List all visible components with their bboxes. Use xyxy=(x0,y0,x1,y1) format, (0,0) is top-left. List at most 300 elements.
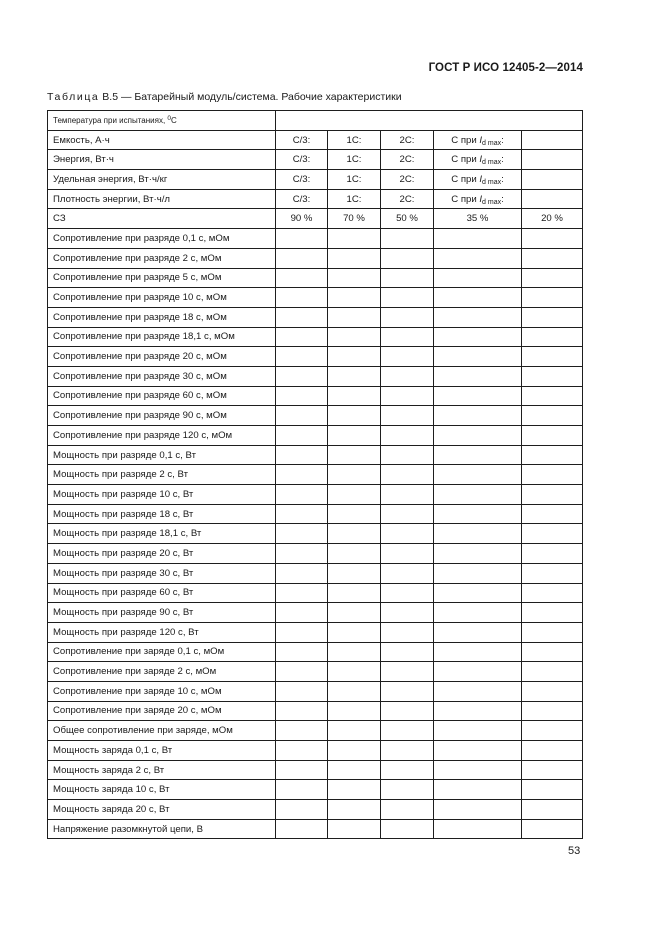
row-label-cell xyxy=(48,603,276,623)
soc-value: 50 % xyxy=(396,213,418,225)
empty-cell xyxy=(276,563,328,583)
empty-cell xyxy=(522,721,583,741)
c3-cell xyxy=(276,170,328,190)
empty-cell xyxy=(381,248,434,268)
empty-cell xyxy=(522,229,583,249)
row-label-cell xyxy=(48,288,276,308)
row-label: Сопротивление при заряде 10 с, мОм xyxy=(53,685,222,697)
empty-cell xyxy=(381,760,434,780)
row-label: Мощность заряда 10 с, Вт xyxy=(53,784,170,796)
c3-label: С/3: xyxy=(292,134,311,146)
page-number: 53 xyxy=(568,845,581,857)
temperature-unit-sup: 0 xyxy=(167,114,172,122)
parameter-row xyxy=(48,780,583,800)
empty-cell xyxy=(522,150,583,170)
row-label-cell xyxy=(48,327,276,347)
cmax-current-symbol: I xyxy=(479,154,483,166)
row-label: Сопротивление при заряде 2 с, мОм xyxy=(53,666,217,678)
empty-cell xyxy=(381,741,434,761)
empty-cell xyxy=(434,445,522,465)
cmax-cell xyxy=(434,170,522,190)
row-label: Сопротивление при разряде 2 с, мОм xyxy=(53,252,222,264)
caption-dash: — xyxy=(120,91,132,103)
row-label-cell xyxy=(48,426,276,446)
row-label: Сопротивление при разряде 120 с, мОм xyxy=(53,429,233,441)
parameter-row xyxy=(48,426,583,446)
empty-cell xyxy=(434,741,522,761)
row-label-cell xyxy=(48,150,276,170)
empty-cell xyxy=(381,386,434,406)
c2-label: 2С: xyxy=(399,193,415,205)
empty-cell xyxy=(328,741,381,761)
cmax-current-symbol: I xyxy=(479,134,483,146)
cmax-cell xyxy=(434,189,522,209)
parameter-row xyxy=(48,248,583,268)
empty-cell xyxy=(381,701,434,721)
row-label: Сопротивление при разряде 30 с, мОм xyxy=(53,370,227,382)
soc-value-cell xyxy=(522,209,583,229)
parameter-row xyxy=(48,406,583,426)
empty-cell xyxy=(381,485,434,505)
parameter-row xyxy=(48,583,583,603)
empty-cell xyxy=(522,583,583,603)
performance-table-body xyxy=(48,111,583,839)
empty-cell xyxy=(276,544,328,564)
c3-label: С/3: xyxy=(292,193,311,205)
empty-cell xyxy=(522,504,583,524)
empty-cell xyxy=(522,780,583,800)
empty-cell xyxy=(328,681,381,701)
row-label-cell xyxy=(48,485,276,505)
empty-cell xyxy=(276,642,328,662)
parameter-row xyxy=(48,465,583,485)
cmax-current-symbol: I xyxy=(479,193,483,205)
empty-cell xyxy=(276,288,328,308)
empty-cell xyxy=(276,701,328,721)
empty-cell xyxy=(276,229,328,249)
empty-cell xyxy=(434,760,522,780)
c1-label: 1С: xyxy=(346,134,362,146)
empty-cell xyxy=(434,701,522,721)
empty-cell xyxy=(434,504,522,524)
row-label: Мощность при разряде 60 с, Вт xyxy=(53,587,194,599)
empty-cell xyxy=(381,681,434,701)
empty-cell xyxy=(522,406,583,426)
empty-cell xyxy=(328,288,381,308)
cmax-suffix: : xyxy=(501,173,504,185)
empty-cell xyxy=(328,800,381,820)
empty-cell xyxy=(434,248,522,268)
row-label-cell xyxy=(48,800,276,820)
empty-cell xyxy=(276,741,328,761)
empty-cell xyxy=(434,681,522,701)
parameter-row xyxy=(48,229,583,249)
empty-cell xyxy=(328,504,381,524)
empty-cell xyxy=(522,248,583,268)
parameter-row xyxy=(48,504,583,524)
row-label-cell xyxy=(48,189,276,209)
parameter-row xyxy=(48,327,583,347)
empty-cell xyxy=(276,622,328,642)
parameter-row xyxy=(48,662,583,682)
empty-cell xyxy=(381,780,434,800)
parameter-row xyxy=(48,760,583,780)
cmax-prefix: С при xyxy=(451,173,480,185)
empty-cell xyxy=(522,544,583,564)
c1-cell xyxy=(328,150,381,170)
empty-cell xyxy=(381,662,434,682)
row-label: Удельная энергия, Вт·ч/кг xyxy=(53,173,168,185)
empty-cell xyxy=(434,386,522,406)
empty-cell xyxy=(328,248,381,268)
parameter-row xyxy=(48,642,583,662)
empty-cell xyxy=(522,465,583,485)
parameter-row xyxy=(48,741,583,761)
empty-cell xyxy=(276,386,328,406)
row-label-cell xyxy=(48,209,276,229)
empty-cell xyxy=(522,622,583,642)
empty-cell xyxy=(381,288,434,308)
rate-row xyxy=(48,130,583,150)
empty-cell xyxy=(328,485,381,505)
empty-cell xyxy=(328,268,381,288)
row-label: Мощность заряда 20 с, Вт xyxy=(53,803,170,815)
empty-cell xyxy=(434,544,522,564)
empty-cell xyxy=(328,307,381,327)
empty-cell xyxy=(276,780,328,800)
c1-label: 1С: xyxy=(346,193,362,205)
parameter-row xyxy=(48,445,583,465)
parameter-row xyxy=(48,819,583,839)
row-label-cell xyxy=(48,780,276,800)
empty-cell xyxy=(381,583,434,603)
empty-cell xyxy=(328,701,381,721)
empty-cell xyxy=(276,327,328,347)
empty-cell xyxy=(381,327,434,347)
soc-row xyxy=(48,209,583,229)
row-label-cell xyxy=(48,386,276,406)
row-label: Мощность при разряде 18 с, Вт xyxy=(53,508,194,520)
row-label: Сопротивление при разряде 90 с, мОм xyxy=(53,410,227,422)
row-label-cell xyxy=(48,268,276,288)
empty-cell xyxy=(328,819,381,839)
c2-cell xyxy=(381,150,434,170)
c1-label: 1С: xyxy=(346,173,362,185)
empty-cell xyxy=(276,721,328,741)
empty-cell xyxy=(522,366,583,386)
parameter-row xyxy=(48,701,583,721)
empty-cell xyxy=(381,426,434,446)
empty-cell xyxy=(276,248,328,268)
soc-value-cell xyxy=(434,209,522,229)
empty-cell xyxy=(328,445,381,465)
row-label: Мощность при разряде 90 с, Вт xyxy=(53,607,194,619)
empty-cell xyxy=(276,760,328,780)
row-label: Мощность заряда 2 с, Вт xyxy=(53,764,165,776)
row-label-cell xyxy=(48,170,276,190)
parameter-row xyxy=(48,288,583,308)
empty-cell xyxy=(381,504,434,524)
empty-cell xyxy=(276,800,328,820)
empty-cell xyxy=(522,347,583,367)
empty-cell xyxy=(434,780,522,800)
parameter-row xyxy=(48,563,583,583)
empty-cell xyxy=(381,268,434,288)
empty-cell xyxy=(522,327,583,347)
c3-label: С/3: xyxy=(292,173,311,185)
row-label-cell xyxy=(48,366,276,386)
c3-label: С/3: xyxy=(292,154,311,166)
empty-cell xyxy=(381,524,434,544)
empty-cell xyxy=(276,406,328,426)
c2-label: 2С: xyxy=(399,154,415,166)
empty-cell xyxy=(276,347,328,367)
cmax-subscript: d max xyxy=(482,139,502,147)
row-label: Сопротивление при разряде 20 с, мОм xyxy=(53,351,227,363)
cmax-current-symbol: I xyxy=(479,173,483,185)
soc-value: 35 % xyxy=(466,213,489,225)
cmax-subscript: d max xyxy=(482,178,502,186)
standard-code: ГОСТ Р ИСО 12405-2—2014 xyxy=(428,62,583,74)
c3-cell xyxy=(276,189,328,209)
row-label-cell xyxy=(48,465,276,485)
empty-cell xyxy=(276,485,328,505)
c2-cell xyxy=(381,170,434,190)
empty-cell xyxy=(434,721,522,741)
c1-cell xyxy=(328,130,381,150)
cmax-cell xyxy=(434,130,522,150)
empty-cell xyxy=(328,721,381,741)
row-label: Мощность при разряде 30 с, Вт xyxy=(53,567,194,579)
empty-cell xyxy=(434,485,522,505)
parameter-row xyxy=(48,386,583,406)
cmax-prefix: С при xyxy=(451,154,480,166)
empty-cell xyxy=(328,563,381,583)
empty-cell xyxy=(381,366,434,386)
row-label-cell xyxy=(48,681,276,701)
row-label-cell xyxy=(48,642,276,662)
row-label-cell xyxy=(48,819,276,839)
c2-label: 2С: xyxy=(399,134,415,146)
parameter-row xyxy=(48,524,583,544)
empty-cell xyxy=(381,603,434,623)
empty-cell xyxy=(434,327,522,347)
empty-cell xyxy=(522,642,583,662)
row-label-cell xyxy=(48,504,276,524)
parameter-row xyxy=(48,366,583,386)
row-label: Плотность энергии, Вт·ч/л xyxy=(53,193,170,205)
empty-cell xyxy=(328,229,381,249)
row-label-cell xyxy=(48,544,276,564)
empty-cell xyxy=(434,563,522,583)
empty-cell xyxy=(522,189,583,209)
empty-cell xyxy=(434,800,522,820)
cmax-prefix: С при xyxy=(451,134,480,146)
empty-cell xyxy=(434,366,522,386)
row-label: Общее сопротивление при заряде, мОм xyxy=(53,725,233,737)
empty-cell xyxy=(522,170,583,190)
row-label-cell xyxy=(48,701,276,721)
row-label: Мощность заряда 0,1 с, Вт xyxy=(53,744,173,756)
empty-cell xyxy=(381,347,434,367)
caption-title: Батарейный модуль/система. Рабочие характеристики xyxy=(134,91,402,103)
empty-cell xyxy=(381,544,434,564)
empty-cell xyxy=(276,583,328,603)
row-label-cell xyxy=(48,347,276,367)
row-label: Мощность при разряде 18,1 с, Вт xyxy=(53,528,202,540)
empty-cell xyxy=(328,406,381,426)
empty-cell xyxy=(522,268,583,288)
row-label: Сопротивление при разряде 18 с, мОм xyxy=(53,311,227,323)
row-label: Сопротивление при разряде 60 с, мОм xyxy=(53,390,227,402)
parameter-row xyxy=(48,544,583,564)
empty-cell xyxy=(522,288,583,308)
row-label-cell xyxy=(48,721,276,741)
empty-cell xyxy=(276,426,328,446)
soc-value: 70 % xyxy=(343,213,365,225)
empty-cell xyxy=(381,721,434,741)
empty-cell xyxy=(276,445,328,465)
row-label-cell xyxy=(48,662,276,682)
empty-cell xyxy=(381,800,434,820)
empty-cell xyxy=(522,760,583,780)
empty-cell xyxy=(276,662,328,682)
c1-cell xyxy=(328,170,381,190)
empty-cell xyxy=(276,819,328,839)
empty-cell xyxy=(522,681,583,701)
empty-cell xyxy=(434,583,522,603)
row-label: Мощность при разряде 20 с, Вт xyxy=(53,547,194,559)
empty-cell xyxy=(434,662,522,682)
empty-cell xyxy=(328,603,381,623)
parameter-row xyxy=(48,485,583,505)
empty-cell xyxy=(276,603,328,623)
c2-label: 2С: xyxy=(399,173,415,185)
row-label-cell xyxy=(48,406,276,426)
empty-cell xyxy=(381,445,434,465)
empty-cell xyxy=(434,347,522,367)
performance-table xyxy=(47,110,583,839)
empty-cell xyxy=(328,465,381,485)
empty-cell xyxy=(276,307,328,327)
soc-value-cell xyxy=(276,209,328,229)
temperature-unit: C xyxy=(171,115,177,125)
empty-cell xyxy=(381,642,434,662)
empty-cell xyxy=(381,563,434,583)
empty-cell xyxy=(328,583,381,603)
c1-label: 1С: xyxy=(346,154,362,166)
empty-cell xyxy=(328,662,381,682)
rate-row xyxy=(48,189,583,209)
empty-cell xyxy=(328,327,381,347)
c2-cell xyxy=(381,130,434,150)
cmax-suffix: : xyxy=(501,154,504,166)
empty-cell xyxy=(434,622,522,642)
empty-cell xyxy=(276,366,328,386)
empty-cell xyxy=(434,426,522,446)
temperature-value-cell xyxy=(276,111,583,131)
soc-value-cell xyxy=(328,209,381,229)
parameter-row xyxy=(48,622,583,642)
empty-cell xyxy=(434,465,522,485)
c1-cell xyxy=(328,189,381,209)
empty-cell xyxy=(522,307,583,327)
row-label: Сопротивление при разряде 10 с, мОм xyxy=(53,292,227,304)
table-caption xyxy=(47,91,402,103)
row-label: СЗ xyxy=(53,213,66,225)
caption-number: В.5 xyxy=(102,91,119,103)
empty-cell xyxy=(434,307,522,327)
row-label: Мощность при разряде 10 с, Вт xyxy=(53,488,194,500)
empty-cell xyxy=(522,563,583,583)
empty-cell xyxy=(328,386,381,406)
empty-cell xyxy=(434,524,522,544)
row-label-cell xyxy=(48,248,276,268)
cmax-subscript: d max xyxy=(482,159,502,167)
empty-cell xyxy=(522,130,583,150)
empty-cell xyxy=(434,229,522,249)
parameter-row xyxy=(48,681,583,701)
row-label: Мощность при разряде 120 с, Вт xyxy=(53,626,199,638)
parameter-row xyxy=(48,307,583,327)
empty-cell xyxy=(522,819,583,839)
soc-value-cell xyxy=(381,209,434,229)
empty-cell xyxy=(328,366,381,386)
empty-cell xyxy=(522,524,583,544)
cmax-subscript: d max xyxy=(482,198,502,206)
row-label-cell xyxy=(48,307,276,327)
parameter-row xyxy=(48,800,583,820)
row-label-cell xyxy=(48,445,276,465)
row-label-cell xyxy=(48,524,276,544)
row-label: Сопротивление при разряде 18,1 с, мОм xyxy=(53,331,235,343)
row-label-cell xyxy=(48,622,276,642)
rate-row xyxy=(48,170,583,190)
empty-cell xyxy=(328,780,381,800)
cmax-prefix: С при xyxy=(451,193,480,205)
empty-cell xyxy=(522,426,583,446)
c3-cell xyxy=(276,150,328,170)
empty-cell xyxy=(434,406,522,426)
parameter-row xyxy=(48,603,583,623)
empty-cell xyxy=(328,622,381,642)
row-label: Мощность при разряде 0,1 с, Вт xyxy=(53,449,196,461)
empty-cell xyxy=(434,268,522,288)
caption-label: Таблица xyxy=(47,91,100,103)
row-label: Емкость, А·ч xyxy=(53,134,110,146)
empty-cell xyxy=(276,681,328,701)
empty-cell xyxy=(381,819,434,839)
row-label-cell xyxy=(48,583,276,603)
soc-value: 90 % xyxy=(290,213,313,225)
rate-row xyxy=(48,150,583,170)
temperature-label: Температура при испытаниях, xyxy=(53,115,166,125)
cmax-suffix: : xyxy=(501,193,504,205)
empty-cell xyxy=(381,465,434,485)
empty-cell xyxy=(381,622,434,642)
empty-cell xyxy=(328,642,381,662)
row-label-cell xyxy=(48,130,276,150)
empty-cell xyxy=(522,662,583,682)
temperature-row xyxy=(48,111,583,131)
empty-cell xyxy=(434,642,522,662)
empty-cell xyxy=(522,485,583,505)
empty-cell xyxy=(522,741,583,761)
cmax-cell xyxy=(434,150,522,170)
c3-cell xyxy=(276,130,328,150)
empty-cell xyxy=(276,504,328,524)
empty-cell xyxy=(522,445,583,465)
